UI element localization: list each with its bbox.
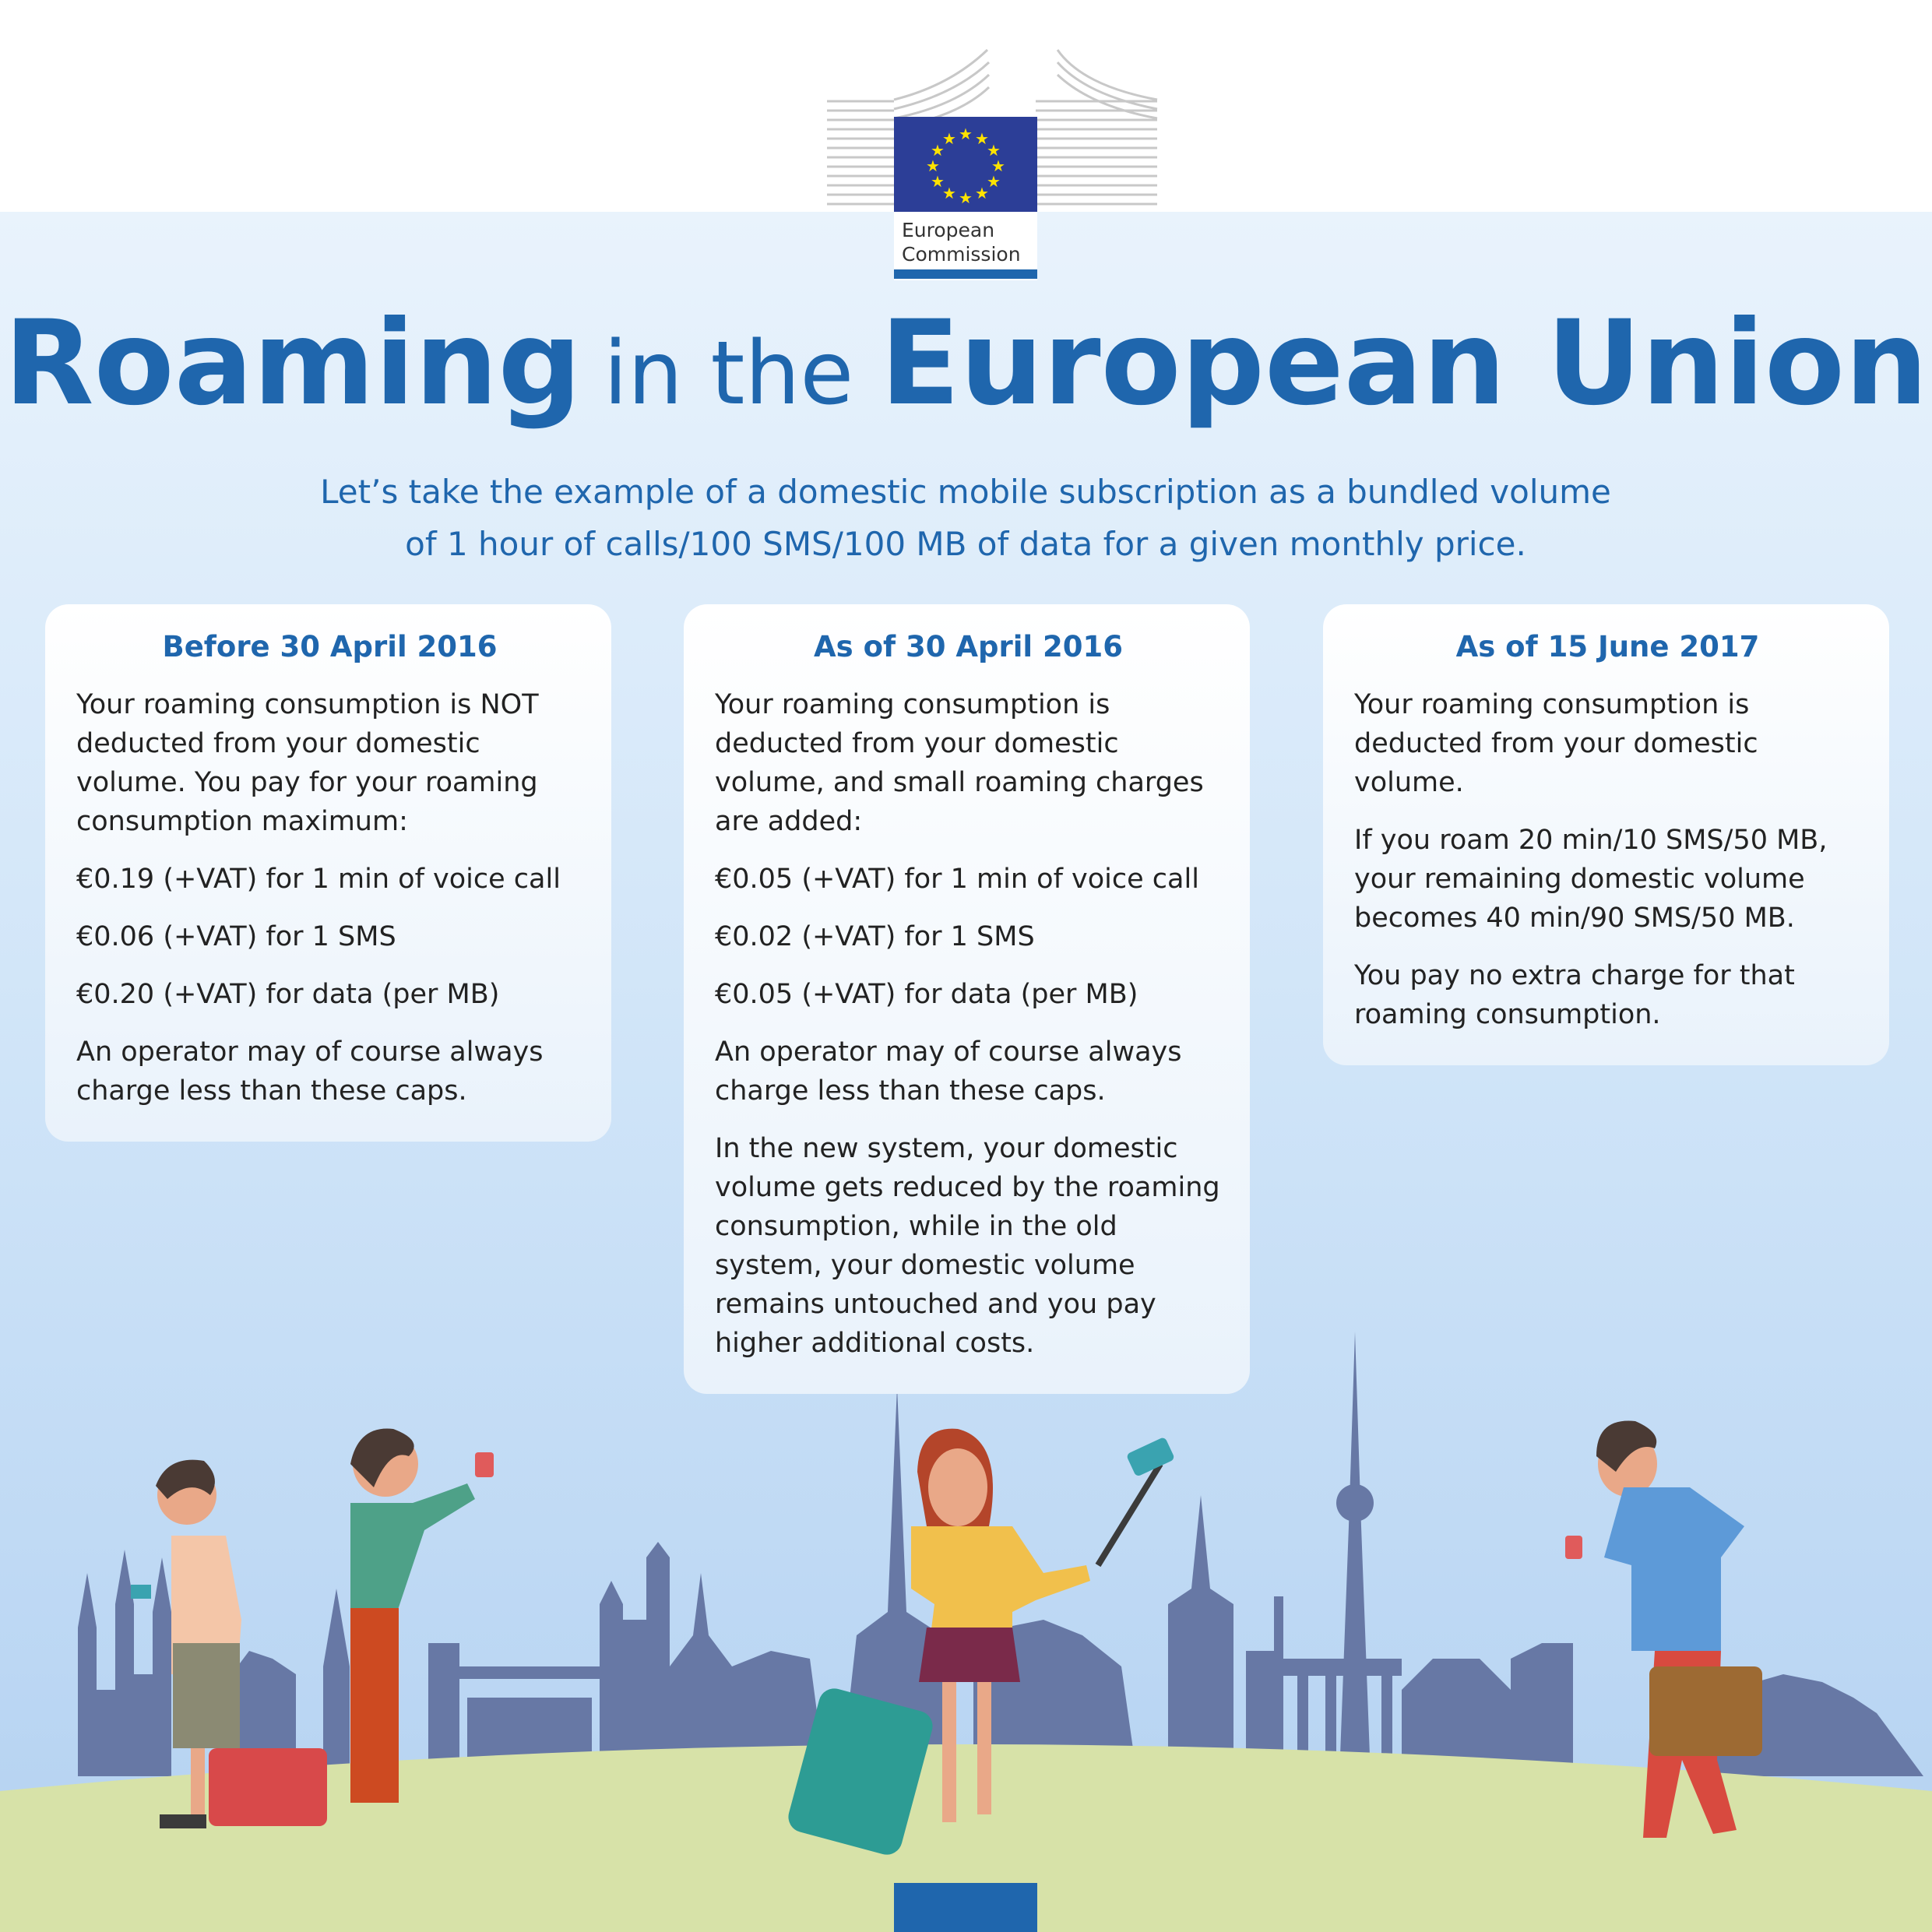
card-heading: As of 30 April 2016	[814, 630, 1123, 663]
title-european-union: European Union	[880, 296, 1928, 431]
svg-text:★: ★	[931, 172, 945, 191]
card-heading: Before 30 April 2016	[162, 630, 498, 663]
card-april-2016	[684, 604, 1250, 1394]
card-heading: As of 15 June 2017	[1455, 630, 1760, 663]
subtitle	[187, 466, 1744, 570]
subtitle-line1: Let’s take the example of a domestic mobile subscription as a bundled volume	[320, 473, 1611, 511]
card-paragraph: If you roam 20 min/10 SMS/50 MB, your remaining domestic volume becomes 40 min/90 SMS/50 MB.	[1354, 825, 1828, 934]
card-june-2017	[1323, 604, 1889, 1065]
svg-text:★: ★	[926, 157, 940, 175]
svg-text:★: ★	[942, 184, 956, 202]
svg-text:★: ★	[959, 188, 973, 207]
subtitle-line2: of 1 hour of calls/100 SMS/100 MB of data for a given monthly price.	[405, 525, 1526, 563]
card-paragraph: Your roaming consumption is deducted from your domestic volume, and small roaming charges are added:	[715, 689, 1204, 837]
svg-text:★: ★	[987, 141, 1001, 160]
svg-text:★: ★	[975, 129, 989, 148]
card-paragraph: In the new system, your domestic volume gets reduced by the roaming consumption, while in the old system, your domestic volume remains untouched and you pay higher additional costs.	[715, 1133, 1220, 1359]
card-paragraph: An operator may of course always charge less than these caps.	[76, 1036, 544, 1107]
card-paragraph: €0.06 (+VAT) for 1 SMS	[76, 921, 396, 952]
card-paragraph: An operator may of course always charge less than these caps.	[715, 1036, 1182, 1107]
bottom-blue-bar	[894, 1883, 1037, 1932]
card-paragraph: Your roaming consumption is NOT deducted from your domestic volume. You pay for your roaming consumption maximum:	[76, 689, 539, 837]
svg-text:★: ★	[959, 125, 973, 143]
card-paragraph: You pay no extra charge for that roaming consumption.	[1354, 960, 1795, 1030]
svg-text:★: ★	[942, 129, 956, 148]
card-paragraph: €0.05 (+VAT) for data (per MB)	[715, 979, 1138, 1010]
svg-text:★: ★	[991, 157, 1005, 175]
card-paragraph: €0.05 (+VAT) for 1 min of voice call	[715, 864, 1199, 895]
card-paragraph: €0.19 (+VAT) for 1 min of voice call	[76, 864, 561, 895]
logo-text-line1: European	[902, 219, 995, 241]
page-title	[0, 296, 1932, 431]
svg-text:★: ★	[975, 184, 989, 202]
commission-logo-text	[902, 218, 1021, 266]
title-roaming: Roaming	[4, 296, 582, 431]
card-before-2016	[45, 604, 611, 1142]
logo-text-line2: Commission	[902, 243, 1021, 266]
title-in-the: in the	[603, 323, 854, 424]
svg-text:★: ★	[987, 172, 1001, 191]
svg-text:★: ★	[931, 141, 945, 160]
card-paragraph: Your roaming consumption is deducted from your domestic volume.	[1354, 689, 1758, 798]
card-paragraph: €0.02 (+VAT) for 1 SMS	[715, 921, 1035, 952]
card-paragraph: €0.20 (+VAT) for data (per MB)	[76, 979, 500, 1010]
